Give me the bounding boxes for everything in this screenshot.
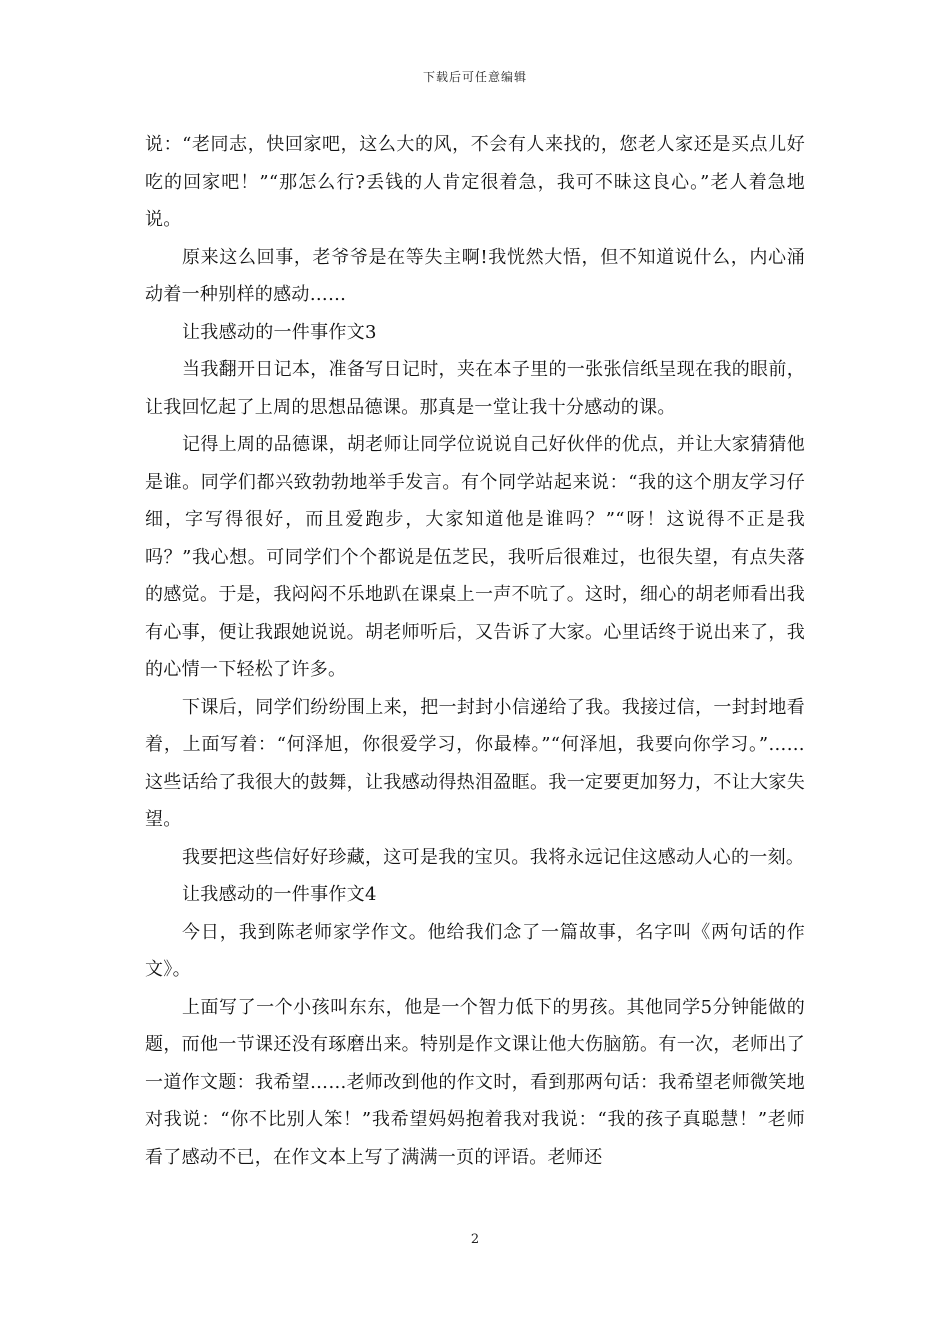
paragraph-2: 原来这么回事，老爷爷是在等失主啊!我恍然大悟，但不知道说什么，内心涌动着一种别样的感动…… — [145, 246, 805, 305]
section-heading-essay-4: 让我感动的一件事作文4 — [182, 884, 377, 905]
paragraph-5: 记得上周的品德课，胡老师让同学位说说自己好伙伴的优点，并让大家猜猜他是谁。同学们都兴致勃勃地举手发言。有个同学站起来说：“我的这个朋友学习仔细，字写得很好，而且爱跑步，大家知道他是谁吗？”“呀！这说得不正是我吗？”我心想。可同学们个个都说是伍芝民，我听后很难过，也很失望，有点失落的感觉。于是，我闷闷不乐地趴在课桌上一声不吭了。这时，细心的胡老师看出我有心事，便让我跟她说说。胡老师听后，又告诉了大家。心里话终于说出来了，我的心情一下轻松了许多。 — [145, 434, 805, 680]
paragraph-10: 上面写了一个小孩叫东东，他是一个智力低下的男孩。其他同学5分钟能做的题，而他一节课还没有琢磨出来。特别是作文课让他大伤脑筋。有一次，老师出了一道作文题：我希望……老师改到他的作文时，看到那两句话：我希望老师微笑地对我说：“你不比别人笨！”我希望妈妈抱着我对我说：“我的孩子真聪慧！”老师看了感动不已，在作文本上写了满满一页的评语。老师还 — [145, 996, 805, 1168]
document-body — [145, 126, 805, 1176]
header-note: 下载后可任意编辑 — [422, 70, 527, 84]
paragraph-9: 今日，我到陈老师家学作文。他给我们念了一篇故事，名字叫《两句话的作文》。 — [145, 921, 805, 980]
paragraph-4: 当我翻开日记本，准备写日记时，夹在本子里的一张张信纸呈现在我的眼前，让我回忆起了上周的思想品德课。那真是一堂让我十分感动的课。 — [145, 359, 805, 418]
page-number: 2 — [470, 1232, 480, 1247]
section-heading-essay-3: 让我感动的一件事作文3 — [182, 321, 377, 343]
paragraph-1: 说：“老同志，快回家吧，这么大的风，不会有人来找的，您老人家还是买点儿好吃的回家吧！”“那怎么行?丢钱的人肯定很着急，我可不昧这良心。”老人着急地说。 — [145, 134, 805, 230]
paragraph-7: 我要把这些信好好珍藏，这可是我的宝贝。我将永远记住这感动人心的一刻。 — [182, 846, 805, 868]
paragraph-6: 下课后，同学们纷纷围上来，把一封封小信递给了我。我接过信，一封封地看着，上面写着：“何泽旭，你很爱学习，你最棒。”“何泽旭，我要向你学习。”……这些话给了我很大的鼓舞，让我感动得热泪盈眶。我一定要更加努力，不让大家失望。 — [145, 696, 805, 830]
